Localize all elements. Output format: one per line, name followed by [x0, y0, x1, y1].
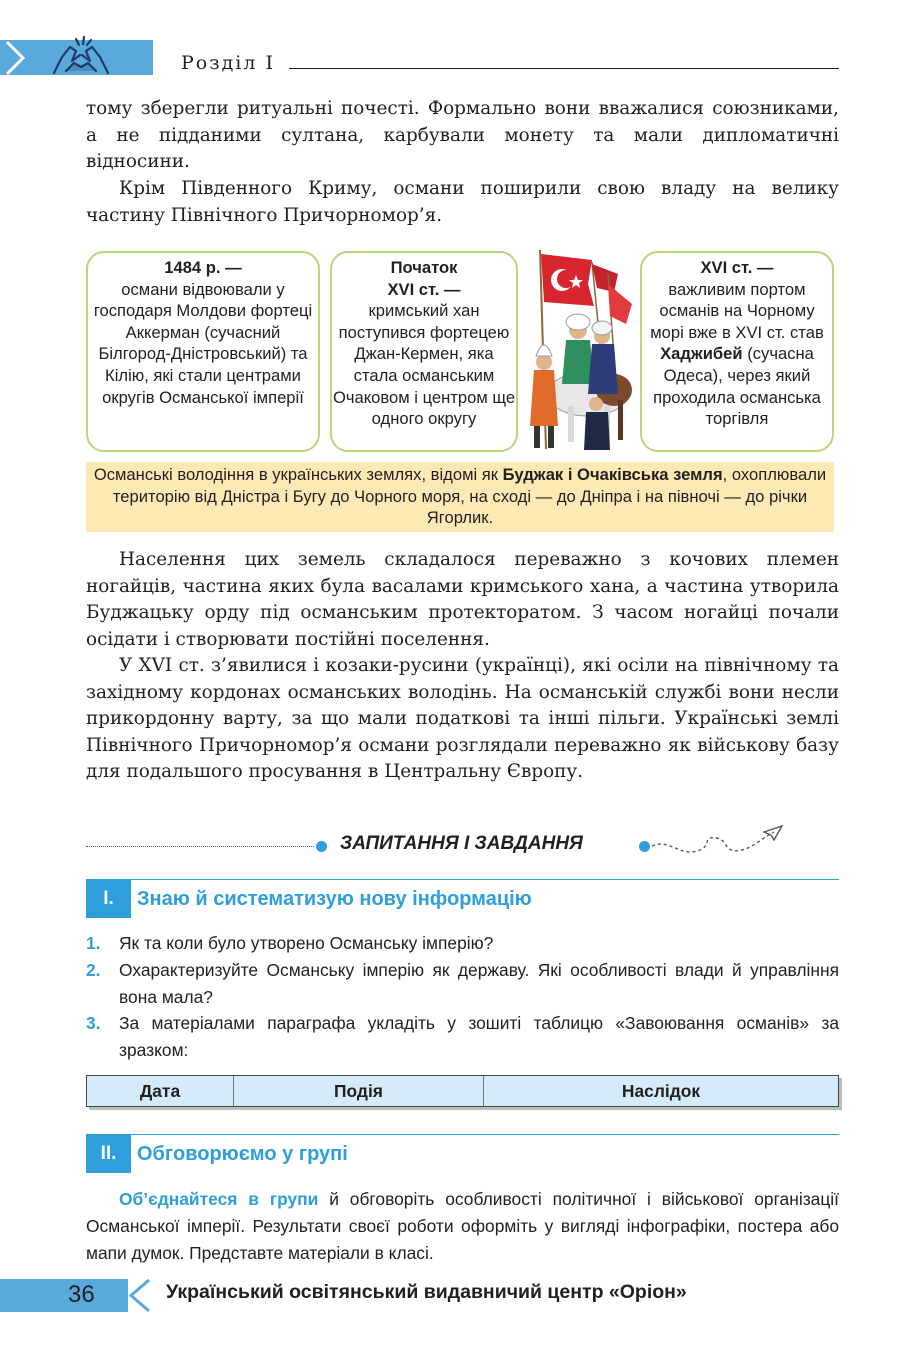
paragraph-3: Населення цих земель складалося переважно з кочових племен ногайців, частина яких була васалами кримського хана, а частина утворила Буджацьку орду під османським протекторатом. З часом ногайці почали осідати і створювати постійні поселення. [86, 549, 839, 650]
table-header-date: Дата [139, 1081, 181, 1101]
section-1-title: Знаю й систематизую нову інформацію [137, 888, 532, 910]
section-1-badge: I. [86, 880, 131, 918]
footer-band [0, 1279, 128, 1312]
question-3 [86, 1010, 839, 1063]
section-1-rule [86, 879, 839, 880]
infobox-xvi-start-text: кримський хан поступився фортецею Джан-Кермен, яка стала османським Очаковом і центром ще одного округу [332, 301, 516, 429]
question-3-number: 3. [86, 1013, 101, 1033]
handshake-icon [46, 33, 116, 77]
conquest-table-header [86, 1075, 839, 1107]
question-1-text: Як та коли було утворено Османську імперію? [119, 933, 494, 953]
banner-text-2: , охоплювали територію від Дністра і Бугу до Чорного моря, на сході — до Дніпра і на півночі — до річки Ягорлик. [112, 465, 827, 528]
section-2-title: Обговорюємо у групі [137, 1143, 348, 1165]
budzhak-banner [86, 462, 834, 532]
table-header-event: Подія [334, 1081, 383, 1101]
infobox-1484-head: 1484 р. — [164, 258, 242, 277]
question-2-text: Охарактеризуйте Османську імперію як державу. Які особливості влади й управління вона мала? [119, 960, 839, 1007]
chevron-left-icon [125, 1279, 153, 1312]
infobox-xvi-head-2: XVI ст. — [387, 279, 461, 299]
page-number: 36 [68, 1281, 95, 1308]
question-1 [86, 930, 839, 957]
infobox-1484 [86, 251, 320, 452]
paragraph-2: Крім Південного Криму, османи поширили свою владу на велику частину Північного Причорномор’я. [86, 178, 839, 226]
chevron-right-icon [4, 40, 28, 76]
group-task-lead: Об’єднайтеся в групи [119, 1189, 319, 1209]
infobox-xvi-start [330, 251, 518, 452]
infobox-hadzhibei-bold: Хаджибей [660, 344, 743, 364]
section-2-rule [86, 1134, 839, 1135]
header-rule [289, 68, 839, 69]
paragraph-1: тому зберегли ритуальні почесті. Формально вони вважалися союзниками, а не підданими султана, карбували монету та мали дипломатичні відносини. [86, 98, 839, 173]
question-1-number: 1. [86, 933, 101, 953]
questions-dot-right [639, 841, 650, 852]
question-2 [86, 957, 839, 1010]
paragraph-4: У XVI ст. з’явилися і козаки-русини (українці), які осіли на північному та західному кордонах османських володінь. На османській службі вони несли прикордонну варту, за що мали податкові та інші пільги. Українські землі Північного Причорномор’я османи розглядали переважно як військову базу для подальшого просування в Центральну Європу. [86, 655, 839, 783]
paper-plane-icon [650, 824, 786, 858]
publisher-name: Український освітянський видавничий центр «Оріон» [166, 1281, 687, 1303]
infobox-hadzhibei-text-2: (сучасна Одеса), через який проходила османська торгівля [653, 344, 821, 429]
infobox-hadzhibei [640, 251, 834, 452]
infobox-hadzhibei-head: XVI ст. — [700, 258, 774, 277]
infobox-1484-text: османи відвоювали у господаря Молдови фортеці Аккерман (сучасний Білгород-Дністровський) та Кілію, які стали центрами округів Османської імперії [93, 279, 313, 407]
questions-title: ЗАПИТАННЯ І ЗАВДАННЯ [340, 833, 583, 854]
infobox-hadzhibei-text-1: важливим портом османів на Чорному морі вже в XVI ст. став [650, 279, 824, 342]
question-3-text: За матеріалами параграфа укладіть у зошиті таблицю «Завоювання османів» за зразком: [119, 1013, 839, 1060]
questions-dotted-line [86, 846, 314, 847]
questions-dot-left [316, 841, 327, 852]
group-task-text: й обговоріть особливості політичної і військової організації Османської імперії. Результати своєї роботи оформіть у вигляді інфографіки, постера або мапи думок. Представте матеріали в класі. [86, 1189, 839, 1263]
table-header-consequence: Наслідок [621, 1081, 701, 1101]
section-title: Розділ I [181, 52, 275, 74]
banner-bold: Буджак і Очаківська земля [502, 465, 723, 484]
infobox-xvi-head-1: Початок [390, 258, 458, 277]
group-task-paragraph [86, 1186, 839, 1266]
question-2-number: 2. [86, 960, 101, 980]
banner-text-1: Османські володіння в українських землях, відомі як [93, 465, 499, 484]
ottoman-army-illustration [522, 244, 640, 456]
section-2-badge: II. [86, 1135, 131, 1173]
